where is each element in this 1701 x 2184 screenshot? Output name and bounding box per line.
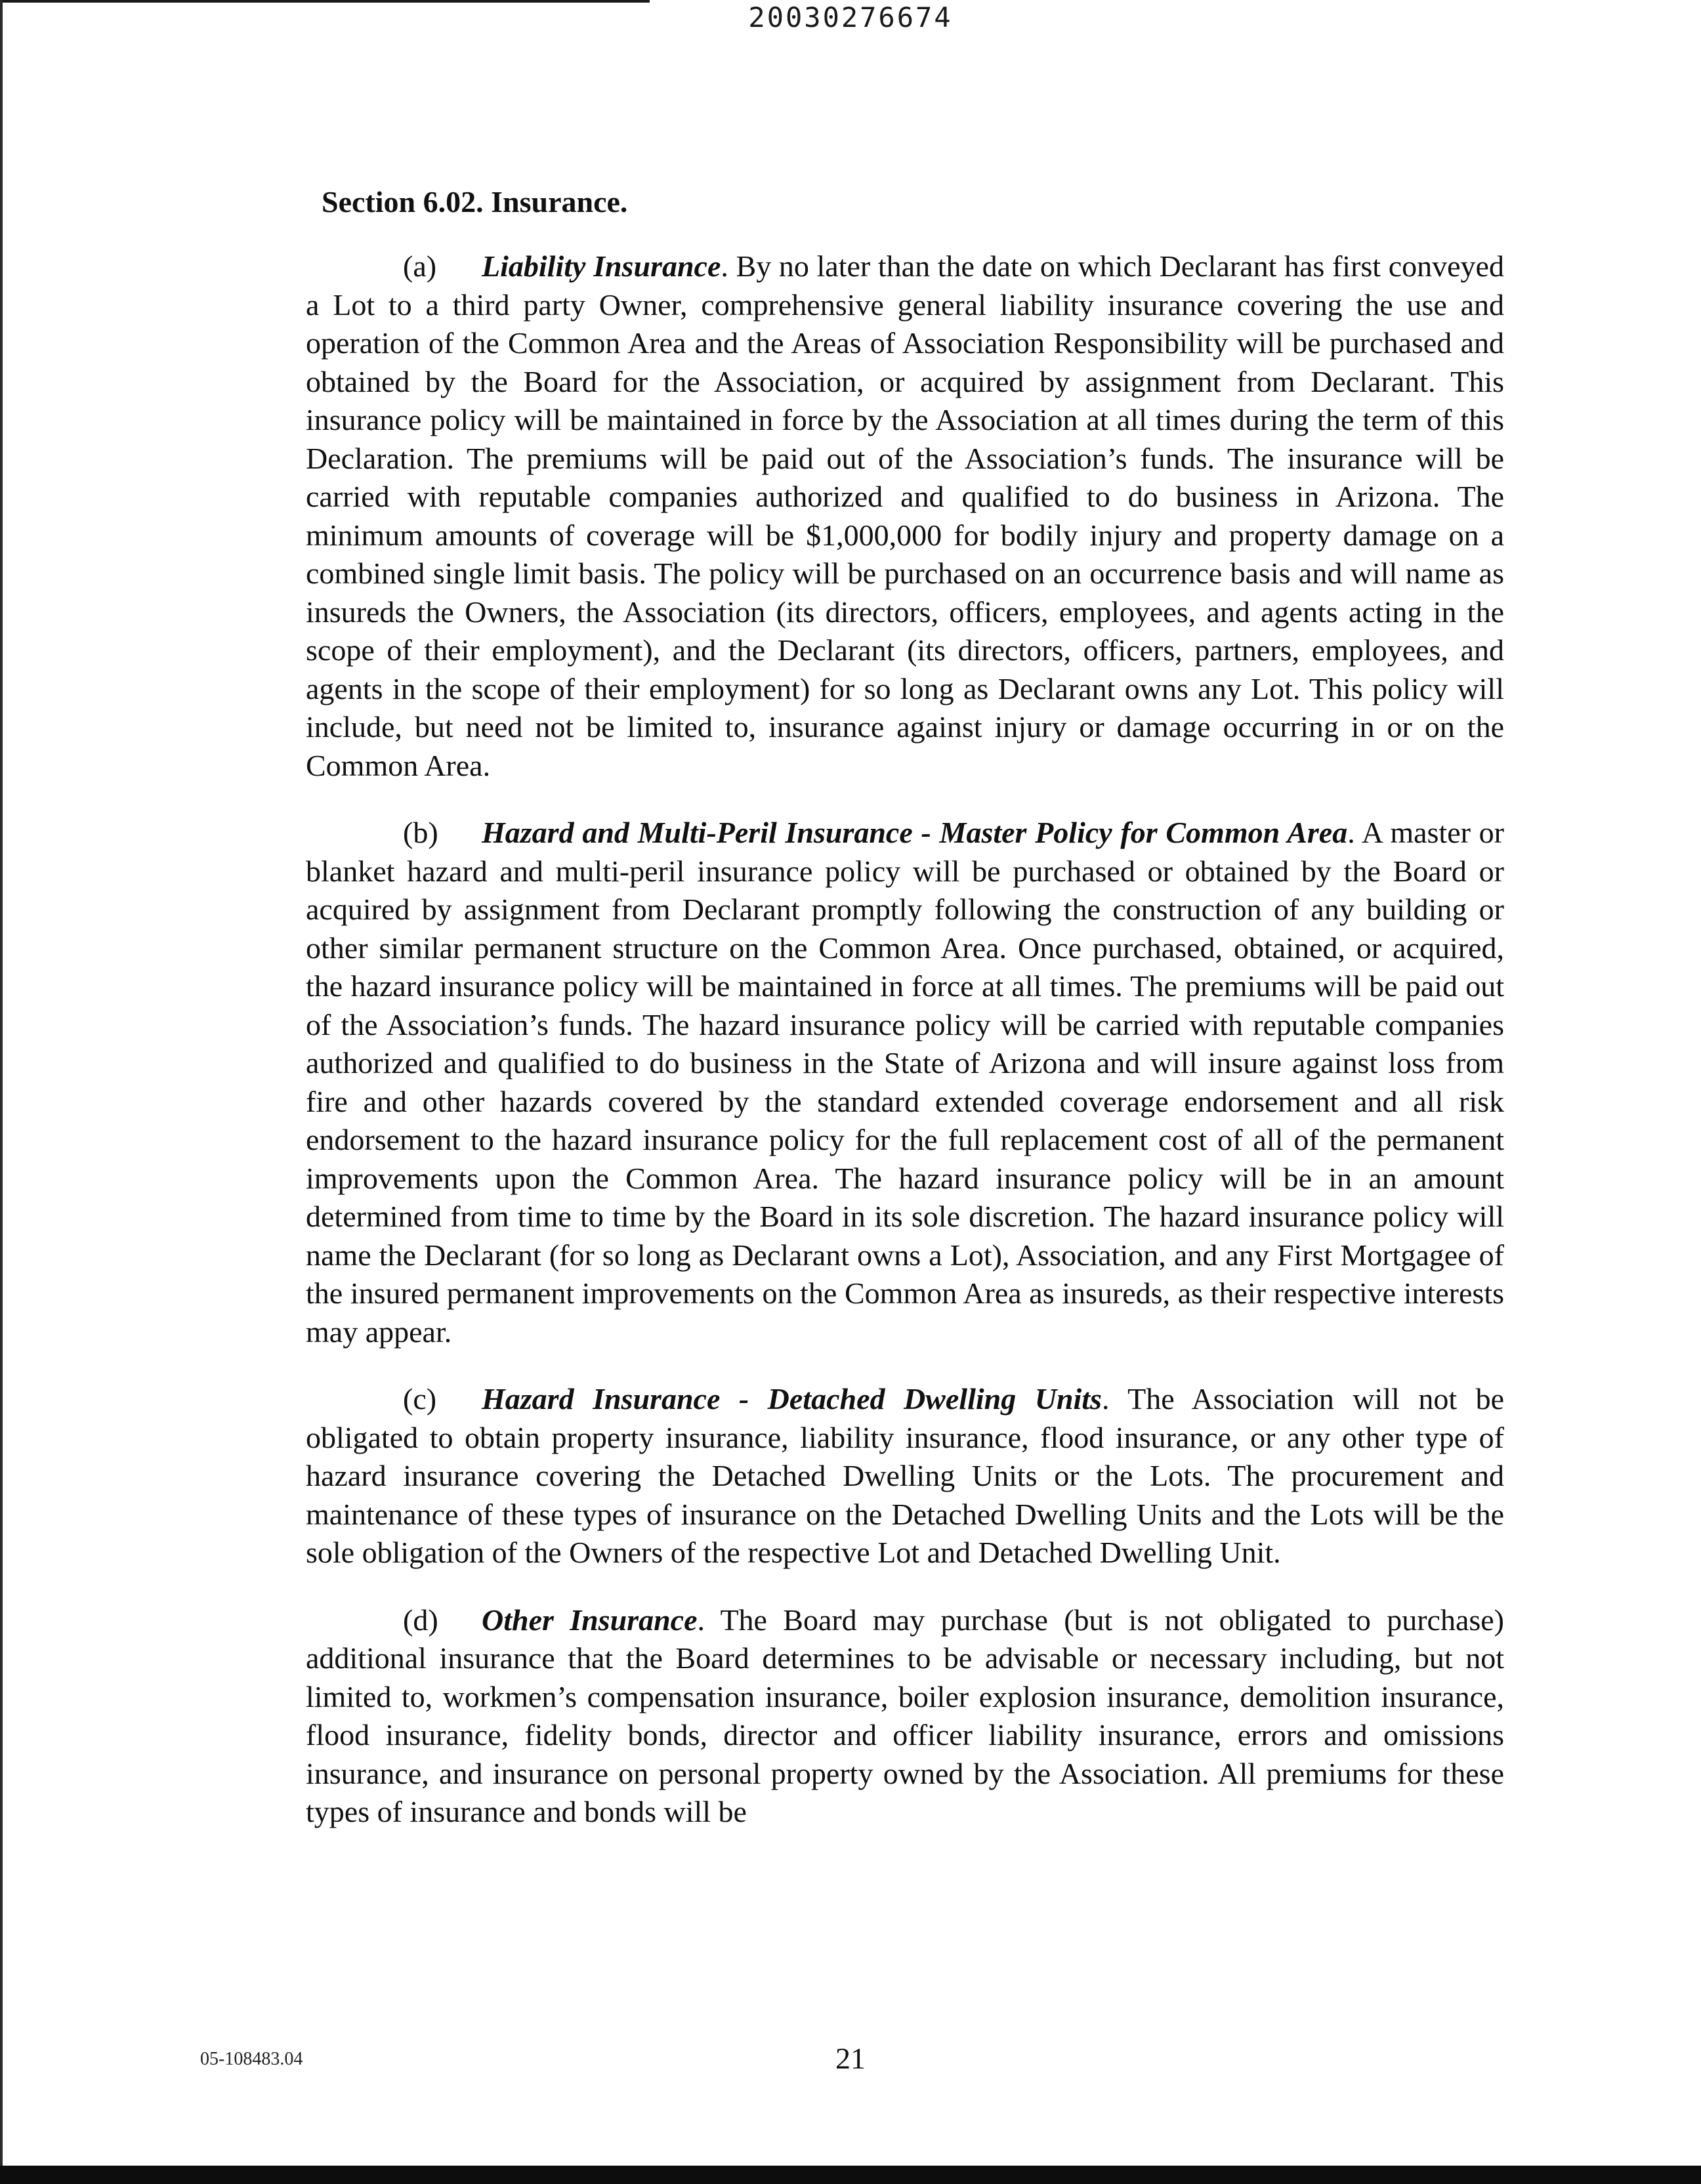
paragraph-title: Hazard Insurance - Detached Dwelling Units bbox=[482, 1382, 1102, 1416]
paragraph-marker: (d) bbox=[403, 1603, 438, 1637]
paragraph-text: The Board may purchase (but is not obligated to purchase) additional insurance that the Board determines to be advisable or necessary including, but not limited to, workmen’s compensation insurance, boiler explosion insurance, demolition insurance, flood insurance, fidelity bonds, director and officer liability insurance, errors and omissions insurance, and insurance on personal property owned by the Association. All premiums for these types of insurance and bonds will be bbox=[306, 1603, 1504, 1829]
paragraph-text: A master or blanket hazard and multi-peril insurance policy will be purchased or obtained by the Board or acquired by assignment from Declarant promptly following the construction of any building or other similar permanent structure on the Common Area. Once purchased, obtained, or acquired, the hazard insurance policy will be maintained in force at all times. The premiums will be paid out of the Association’s funds. The hazard insurance policy will be carried with reputable companies authorized and qualified to do business in the State of Arizona and will insure against loss from fire and other hazards covered by the standard extended coverage endorsement and all risk endorsement to the hazard insurance policy for the full replacement cost of all of the permanent improvements upon the Common Area. The hazard insurance policy will be in an amount determined from time to time by the Board in its sole discretion. The hazard insurance policy will name the Declarant (for so long as Declarant owns a Lot), Association, and any First Mortgagee of the insured permanent improvements on the Common Area as insureds, as their respective interests may appear. bbox=[306, 816, 1504, 1349]
paragraph-c: (c) Hazard Insurance - Detached Dwelling Units. The Association will not be obligated to obtain property insurance, liability insurance, flood insurance, or any other type of hazard insurance covering the Detached Dwelling Units or the Lots. The procurement and maintenance of these types of insurance on the Detached Dwelling Units and the Lots will be the sole obligation of the Owners of the respective Lot and Detached Dwelling Unit. bbox=[306, 1380, 1504, 1572]
document-body bbox=[306, 184, 1504, 1860]
paragraph-text: By no later than the date on which Declarant has first conveyed a Lot to a third party Owner, comprehensive general liability insurance covering the use and operation of the Common Area and the Areas of Association Responsibility will be purchased and obtained by the Board for the Association, or acquired by assignment from Declarant. This insurance policy will be maintained in force by the Association at all times during the term of this Declaration. The premiums will be paid out of the Association’s funds. The insurance will be carried with reputable companies authorized and qualified to do business in Arizona. The minimum amounts of coverage will be $1,000,000 for bodily injury and property damage on a combined single limit basis. The policy will be purchased on an occurrence basis and will name as insureds the Owners, the Association (its directors, officers, employees, and agents acting in the scope of their employment), and the Declarant (its directors, officers, partners, employees, and agents in the scope of their employment) for so long as Declarant owns any Lot. This policy will include, but need not be limited to, insurance against injury or damage occurring in or on the Common Area. bbox=[306, 249, 1504, 782]
paragraph-marker: (a) bbox=[403, 249, 437, 284]
scan-edge-left bbox=[0, 0, 3, 2184]
paragraph-marker: (b) bbox=[403, 816, 438, 850]
paragraph-d: (d) Other Insurance. The Board may purchase (but is not obligated to purchase) additional insurance that the Board determines to be advisable or necessary including, but not limited to, workmen’s compensation insurance, boiler explosion insurance, demolition insurance, flood insurance, fidelity bonds, director and officer liability insurance, errors and omissions insurance, and insurance on personal property owned by the Association. All premiums for these types of insurance and bonds will be bbox=[306, 1601, 1504, 1832]
scan-edge-bottom bbox=[0, 2166, 1701, 2184]
paragraph-a: (a) Liability Insurance. By no later than the date on which Declarant has first conveyed a Lot to a third party Owner, comprehensive general liability insurance covering the use and operation of the Common Area and the Areas of Association Responsibility will be purchased and obtained by the Board for the Association, or acquired by assignment from Declarant. This insurance policy will be maintained in force by the Association at all times during the term of this Declaration. The premiums will be paid out of the Association’s funds. The insurance will be carried with reputable companies authorized and qualified to do business in Arizona. The minimum amounts of coverage will be $1,000,000 for bodily injury and property damage on a combined single limit basis. The policy will be purchased on an occurrence basis and will name as insureds the Owners, the Association (its directors, officers, employees, and agents acting in the scope of their employment), and the Declarant (its directors, officers, partners, employees, and agents in the scope of their employment) for so long as Declarant owns any Lot. This policy will include, but need not be limited to, insurance against injury or damage occurring in or on the Common Area. bbox=[306, 247, 1504, 785]
paragraph-title: Hazard and Multi-Peril Insurance - Master Policy for Common Area bbox=[482, 816, 1348, 850]
footer-document-reference: 05-108483.04 bbox=[200, 2049, 303, 2069]
paragraph-b: (b) Hazard and Multi-Peril Insurance - Master Policy for Common Area. A master or blanket hazard and multi-peril insurance policy will be purchased or obtained by the Board or acquired by assignment from Declarant promptly following the construction of any building or other similar permanent structure on the Common Area. Once purchased, obtained, or acquired, the hazard insurance policy will be maintained in force at all times. The premiums will be paid out of the Association’s funds. The hazard insurance policy will be carried with reputable companies authorized and qualified to do business in the State of Arizona and will insure against loss from fire and other hazards covered by the standard extended coverage endorsement and all risk endorsement to the hazard insurance policy for the full replacement cost of all of the permanent improvements upon the Common Area. The hazard insurance policy will be in an amount determined from time to time by the Board in its sole discretion. The hazard insurance policy will name the Declarant (for so long as Declarant owns a Lot), Association, and any First Mortgagee of the insured permanent improvements on the Common Area as insureds, as their respective interests may appear. bbox=[306, 814, 1504, 1351]
section-heading: Section 6.02. Insurance. bbox=[322, 185, 628, 219]
page-number: 21 bbox=[835, 2042, 866, 2075]
paragraph-text: The Association will not be obligated to obtain property insurance, liability insurance, flood insurance, or any other type of hazard insurance covering the Detached Dwelling Units or the Lots. The procurement and maintenance of these types of insurance on the Detached Dwelling Units and the Lots will be the sole obligation of the Owners of the respective Lot and Detached Dwelling Unit. bbox=[306, 1382, 1505, 1570]
paragraph-title: Liability Insurance bbox=[482, 249, 721, 284]
paragraph-marker: (c) bbox=[403, 1382, 437, 1416]
document-number: 20030276674 bbox=[748, 1, 953, 33]
paragraph-title: Other Insurance bbox=[482, 1603, 698, 1637]
